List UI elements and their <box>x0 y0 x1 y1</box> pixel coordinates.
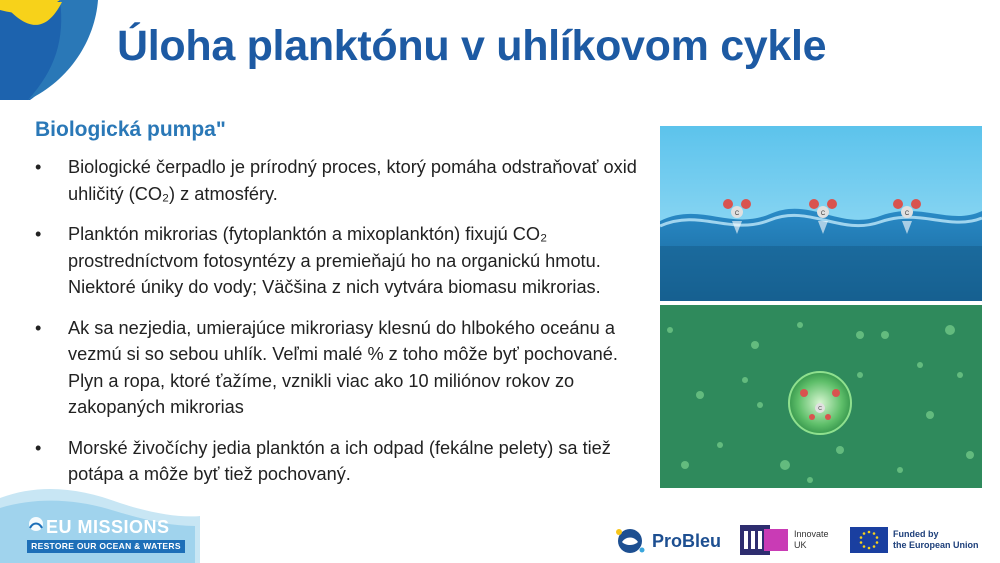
probleu-icon <box>614 526 648 556</box>
eu-funded-line-1: Funded by <box>893 529 939 539</box>
probleu-label: ProBleu <box>652 530 722 551</box>
ukri-line-1: Innovate <box>794 529 829 539</box>
bullet-list <box>35 154 645 502</box>
bullet-marker: • <box>35 157 42 177</box>
bullet-item <box>35 154 645 207</box>
microalgae-illustration <box>660 305 982 488</box>
bullet-item <box>35 221 645 301</box>
slide-corner-logo <box>0 0 100 100</box>
ukri-line-2: UK <box>794 540 807 550</box>
bullet-item <box>35 315 645 421</box>
bullet-text: Biologické čerpadlo je prírodný proces, ktorý pomáha odstraňovať oxid uhličitý (CO₂) z atmosféry. <box>68 157 637 204</box>
ocean-surface-illustration <box>660 126 982 301</box>
bullet-text: Morské živočíchy jedia planktón a ich odpad (fekálne pelety) sa tiež potápa a môže byť tiež pochovaný. <box>68 437 611 484</box>
eu-funding-logo <box>850 527 979 553</box>
bullet-text: Ak sa nezjedia, umierajúce mikroriasy klesnú do hlbokého oceánu a vezmú si so sebou uhlík. Veľmi malé % z toho môže byť pochované. Plyn a ropa, ktoré ťažíme, vznikli viac ako 10 miliónov rokov zo zakopaných mikrorias <box>68 317 618 417</box>
probleu-logo <box>614 526 721 556</box>
slide-title: Úloha planktónu v uhlíkovom cykle <box>117 22 827 70</box>
atom-label: C <box>820 211 826 217</box>
bullet-marker: • <box>35 224 42 244</box>
bullet-text: Planktón mikrorias (fytoplanktón a mixoplanktón) fixujú CO₂ prostredníctvom fotosyntézy a premieňajú ho na organickú hmotu. Niektoré úniky do vody; Väčšina z nich vytvára biomasu mikrorias. <box>68 224 601 297</box>
eu-missions-label: EU MISSIONS <box>46 517 170 537</box>
atom-label: C <box>904 211 910 217</box>
bullet-marker: • <box>35 317 42 338</box>
eu-flag-icon <box>850 527 888 553</box>
atom-label: C <box>818 406 822 412</box>
innovate-uk-logo <box>740 525 829 555</box>
ukri-icon <box>740 525 788 555</box>
eu-missions-subtitle: RESTORE OUR OCEAN & WATERS <box>27 540 185 553</box>
eu-funded-line-2: the European Union <box>893 540 979 550</box>
atom-label: C <box>734 211 740 217</box>
bullet-marker: • <box>35 437 42 458</box>
section-subtitle: Biologická pumpa" <box>35 118 226 141</box>
